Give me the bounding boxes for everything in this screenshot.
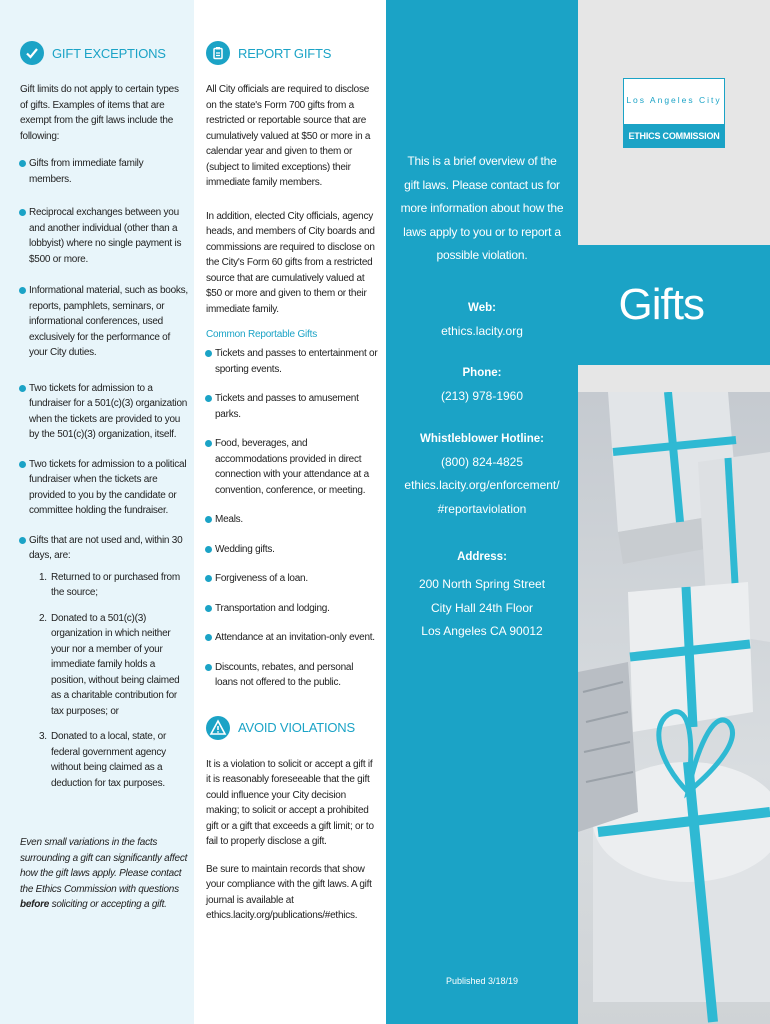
list-item: 1. Returned to or purchased from the source;: [39, 571, 180, 598]
list-item: Reciprocal exchanges between you and another individual (other than a lobbyist) where no single payment is $500 or more.: [20, 205, 188, 267]
phone-label: Phone:: [462, 367, 502, 379]
address-block: 200 North Spring Street City Hall 24th Floor Los Angeles CA 90012: [418, 577, 546, 638]
bullet-icon: [205, 395, 212, 402]
hotline-number[interactable]: (800) 824-4825: [440, 454, 524, 469]
avoid-violations-header: [206, 713, 378, 743]
clipboard-icon: [206, 41, 230, 65]
bullet-icon: [205, 546, 212, 553]
warning-icon: [206, 716, 230, 740]
report-gifts-title: REPORT GIFTS: [238, 45, 332, 61]
list-item: Transportation and lodging.: [206, 601, 378, 617]
gift-exceptions-panel: [0, 0, 194, 1024]
bullet-icon: [19, 160, 26, 167]
checkmark-icon: [20, 41, 44, 65]
report-gifts-panel: [194, 0, 386, 1024]
phone-number[interactable]: (213) 978-1960: [440, 389, 524, 403]
bullet-icon: [205, 664, 212, 671]
list-item: Gifts that are not used and, within 30 days, are: 1. Returned to or purchased from the source; 2. Donated to a 501(c)(3) organization in which neither your nor a member of your immediate family holds a position, without being claimed as a charitable contribution for tax purposes; or 3. Donated to a local, state, or federal government agency without being claimed as a deduction for tax purposes.: [20, 533, 188, 792]
common-reportable-heading: Common Reportable Gifts: [206, 329, 318, 340]
list-item: Two tickets for admission to a fundraiser for a 501(c)(3) organization when the tickets are provided to you by the 501(c)(3) organization, itself.: [20, 381, 188, 443]
records-paragraph: Be sure to maintain records that show your compliance with the gift laws. A gift journal is available at ethics.lacity.org/publications/#ethics.: [206, 863, 372, 921]
list-item: Forgiveness of a loan.: [206, 571, 378, 587]
list-item: Attendance at an invitation-only event.: [206, 630, 378, 646]
avoid-violations-title: AVOID VIOLATIONS: [238, 720, 355, 735]
address-label: Address:: [457, 551, 507, 563]
bullet-icon: [205, 575, 212, 582]
bullet-icon: [19, 287, 26, 294]
form-60-paragraph: In addition, elected City officials, agency heads, and members of City boards and commissions are required to disclose on the City's Form 60 gifts from a restricted source that are cumulatively valued at $50 or more and given to them or their immediate family.: [206, 210, 375, 315]
bullet-icon: [19, 461, 26, 468]
exceptions-list: [20, 156, 188, 791]
bullet-icon: [205, 605, 212, 612]
report-link[interactable]: ethics.lacity.org/enforcement/ #reportaviolation: [404, 478, 560, 516]
logo-city-text: Los Angeles City: [626, 95, 722, 105]
form-700-paragraph: All City officials are required to disclose on the state's Form 700 gifts from a restricted or reportable source that are cumulatively valued at $50 or more in a calendar year and given to them or (subject to limited exceptions) their immediate family members.: [206, 84, 371, 188]
list-item: Wedding gifts.: [206, 542, 378, 558]
gift-exceptions-intro: Gift limits do not apply to certain types of gifts. Examples of items that are exempt from the gift laws include the following:: [20, 84, 179, 142]
overview-text: This is a brief overview of the gift laws. Please contact us for more information about how the laws apply to you or to report a possible violation.: [400, 154, 564, 262]
gift-boxes-photo: [578, 392, 770, 1024]
gift-exceptions-title: GIFT EXCEPTIONS: [52, 45, 166, 61]
bullet-icon: [19, 537, 26, 544]
bullet-icon: [19, 209, 26, 216]
list-item: Gifts from immediate family members.: [20, 156, 188, 187]
list-item: 2. Donated to a 501(c)(3) organization in which neither your nor a member of your immediate family holds a position, without being claimed as a charitable contribution for tax purposes; or: [39, 612, 180, 717]
title-band: [578, 245, 770, 365]
bullet-icon: [205, 634, 212, 641]
gift-exceptions-header: [20, 38, 188, 68]
web-link[interactable]: ethics.lacity.org: [441, 323, 523, 338]
reportable-gifts-list: [206, 346, 378, 691]
cover-title: Gifts: [618, 280, 704, 329]
cover-panel: [578, 0, 770, 1024]
list-item: Meals.: [206, 512, 378, 528]
list-item: Two tickets for admission to a political fundraiser when the tickets are provided to you by the candidate or committee holding the fundraiser.: [20, 457, 188, 519]
report-gifts-header: [206, 38, 378, 68]
bullet-icon: [205, 440, 212, 447]
return-options-list: [29, 570, 188, 792]
list-item: Tickets and passes to entertainment or sporting events.: [206, 346, 378, 377]
list-item: Informational material, such as books, reports, pamphlets, seminars, or informational conferences, used exclusively for the performance of your City duties.: [20, 283, 188, 361]
list-item: Tickets and passes to amusement parks.: [206, 391, 378, 422]
bullet-icon: [205, 350, 212, 357]
list-item: Discounts, rebates, and personal loans not offered to the public.: [206, 660, 378, 691]
published-date: Published 3/18/19: [445, 976, 519, 986]
hotline-label: Whistleblower Hotline:: [420, 432, 544, 445]
bullet-icon: [205, 516, 212, 523]
bullet-icon: [19, 385, 26, 392]
gift-facts-note: Even small variations in the facts surrounding a gift can significantly affect how the gift laws apply. Please contact the Ethics Commission with questions before soliciting or accepting a gift.: [20, 837, 188, 910]
violations-paragraph: It is a violation to solicit or accept a gift if it is reasonably foreseeable that the gift could influence your City decision making; to solicit or accept a prohibited gift or a gift that exceeds a gift limit; or to fail to properly disclose a gift.: [206, 758, 374, 847]
list-item: Food, beverages, and accommodations provided in direct connection with your attendance at a convention, conference, or meeting.: [206, 436, 378, 498]
contact-panel: [386, 0, 578, 1024]
logo-commission-text: ETHICS COMMISSION: [623, 124, 725, 148]
ethics-commission-logo: [623, 78, 725, 148]
web-label: Web:: [468, 301, 496, 314]
list-item: 3. Donated to a local, state, or federal government agency without being claimed as a deduction for tax purposes.: [39, 731, 167, 789]
